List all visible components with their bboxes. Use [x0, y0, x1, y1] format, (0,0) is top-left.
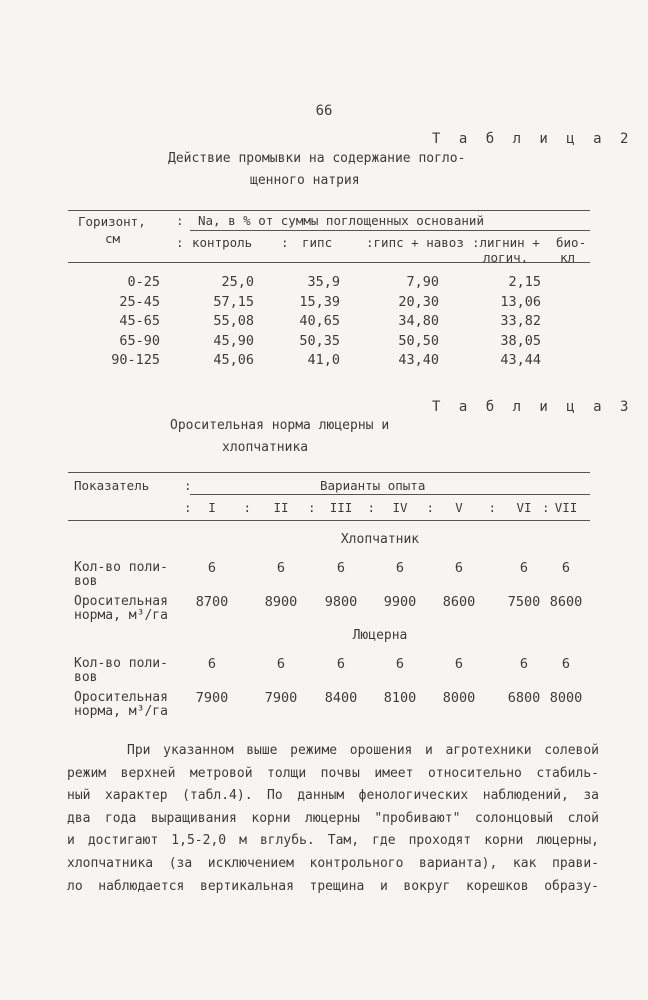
table3-cell-value: 6	[207, 656, 217, 672]
table3-variant-header: V	[455, 500, 463, 515]
paragraph-line: два года выращивания корни люцерны "пробивают" солонцовый слой	[67, 810, 599, 826]
table3-row-label: Кол-во поли-	[74, 560, 168, 575]
table3-cell-value: 6	[454, 560, 464, 576]
table2-header-bio-l2: кл	[560, 250, 576, 265]
table2-cell-value: 20,30	[398, 293, 439, 310]
table3-title-line1: Оросительная норма люцерны и	[170, 418, 390, 433]
table2-cell-value: 45,90	[213, 332, 254, 349]
table2-cell-value: 57,15	[213, 293, 254, 310]
table3-cell-value: 6	[207, 560, 217, 576]
paragraph-line: ный характер (табл.4). По данным фенологических наблюдений, за	[67, 788, 599, 804]
table3-variant-header: VII	[554, 500, 578, 515]
table2-header-lignin: :лигнин +	[472, 235, 540, 250]
table3-header-rule	[68, 520, 590, 521]
table3-cell-value: 7500	[507, 594, 541, 610]
table3-cell-value: 8000	[549, 690, 583, 706]
paragraph-line: и достигают 1,5-2,0 м вглубь. Там, где проходят корни люцерны,	[67, 833, 599, 849]
table3-row-label: Оросительная	[74, 594, 168, 609]
table2-header-gips: гипс	[302, 235, 333, 250]
paragraph-line: ло наблюдается вертикальная трещина и вокруг корешков образу-	[67, 878, 599, 894]
table3-cell-value: 6	[395, 656, 405, 672]
table3-cell-value: 7900	[264, 690, 298, 706]
table3-cell-value: 7900	[195, 690, 229, 706]
table3-column-separator: :	[426, 500, 435, 515]
table3-row-label: Оросительная	[74, 690, 168, 705]
table3-cell-value: 6	[336, 560, 346, 576]
table2-header-colon: :	[281, 235, 289, 250]
table2-cell-horizon: 0-25	[127, 274, 160, 290]
table3-header-variants: Варианты опыта	[320, 478, 426, 493]
table2-cell-value: 50,50	[398, 332, 439, 349]
table3-header-colon: :	[184, 478, 192, 493]
table3-variant-header: IV	[392, 500, 408, 515]
table3-cell-value: 8600	[442, 594, 476, 610]
table2-cell-value: 50,35	[299, 332, 340, 349]
table2-cell-horizon: 65-90	[119, 332, 160, 349]
table3-cell-value: 8700	[195, 594, 229, 610]
table2-title-line1: Действие промывки на содержание погло-	[168, 151, 466, 166]
table3-variant-header: VI	[516, 500, 532, 515]
table2-header-na: Na, в % от суммы поглощенных оснований	[198, 213, 484, 228]
paragraph-line: хлопчатника (за исключением контрольного варианта), как прави-	[67, 855, 599, 871]
table2-cell-value: 13,06	[500, 293, 541, 310]
table3-group-title: Люцерна	[352, 628, 408, 643]
table3-cell-value: 6	[336, 656, 346, 672]
table3-column-separator: :	[308, 500, 316, 515]
table3-row-label-line2: норма, м³/га	[74, 608, 168, 623]
table3-top-rule	[68, 472, 590, 473]
table2-cell-value: 45,06	[213, 352, 254, 368]
table3-cell-value: 8900	[264, 594, 298, 610]
table2-cell-horizon: 25-45	[119, 293, 160, 310]
table3-variant-header: II	[273, 500, 289, 515]
body-paragraph	[67, 740, 599, 898]
table3-cell-value: 8600	[549, 594, 583, 610]
table2-cell-value: 34,80	[398, 313, 439, 329]
table3-variant-header: I	[208, 500, 216, 515]
table3-cell-value: 6	[519, 560, 529, 576]
table3-cell-value: 8100	[383, 690, 417, 706]
table2-top-rule	[68, 210, 590, 211]
table2-cell-value: 33,82	[500, 313, 541, 329]
table3-cell-value: 9900	[383, 594, 417, 610]
table3-cell-value: 6	[276, 560, 286, 576]
table3-sub-rule	[190, 494, 590, 495]
table2-cell-value: 55,08	[213, 313, 254, 329]
table2-cell-value: 35,9	[307, 274, 340, 290]
table3-cell-value: 8000	[442, 690, 476, 706]
table2-header-bio: био-	[556, 235, 587, 250]
table2-header-horizon-unit: см	[105, 231, 121, 246]
table3-variant-header: III	[329, 500, 353, 515]
table3-row-label-line2: вов	[74, 670, 98, 685]
table2-cell-horizon: 90-125	[111, 352, 160, 368]
table2-cell-value: 43,40	[398, 352, 439, 368]
table2-cell-value: 7,90	[406, 274, 439, 290]
table3-header-indicator: Показатель	[74, 478, 150, 493]
paragraph-line: При указанном выше режиме орошения и агротехники солевой	[127, 743, 599, 758]
table3-column-separator: :	[367, 500, 376, 515]
page-number: 66	[315, 103, 333, 119]
table3-cell-value: 6	[561, 656, 571, 672]
table2-header-horizon: Горизонт,	[78, 214, 146, 229]
table3-cell-value: 6	[561, 560, 571, 576]
table3-cell-value: 6	[519, 656, 529, 672]
table2-sub-rule	[190, 230, 590, 231]
table2-cell-horizon: 45-65	[119, 313, 160, 329]
paragraph-line: режим верхней метровой толщи почвы имеет относительно стабиль-	[67, 765, 599, 781]
table3-title-line2: хлопчатника	[222, 440, 309, 455]
table3-row-label: Кол-во поли-	[74, 656, 168, 671]
table3-cell-value: 9800	[324, 594, 358, 610]
table2-header-gips-manure: :гипс + навоз	[366, 235, 464, 250]
table3-row-label-line2: вов	[74, 574, 98, 589]
table2-cell-value: 41,0	[307, 352, 340, 368]
table2-cell-value: 43,44	[500, 352, 541, 368]
table3-label: Т а б л и ц а 3	[432, 399, 634, 415]
table2-label: Т а б л и ц а 2	[432, 131, 634, 147]
table2-cell-value: 40,65	[299, 313, 340, 329]
table2-cell-value: 25,0	[221, 274, 254, 290]
table2-title-line2: щенного натрия	[250, 173, 360, 188]
table3-cell-value: 6	[276, 656, 286, 672]
table3-cell-value: 8400	[324, 690, 358, 706]
table3-column-separator: :	[243, 500, 252, 515]
table2-cell-value: 15,39	[299, 293, 340, 310]
table2-cell-value: 2,15	[508, 274, 541, 290]
table3-cell-value: 6	[395, 560, 405, 576]
table3-cell-value: 6	[454, 656, 464, 672]
table3-group-title: Хлопчатник	[340, 532, 420, 547]
table2-header-control: контроль	[192, 235, 253, 250]
table3-column-separator: :	[488, 500, 497, 515]
table2-cell-value: 38,05	[500, 332, 541, 349]
table3-cell-value: 6800	[507, 690, 541, 706]
table2-header-colon: :	[176, 235, 184, 250]
table3-row-label-line2: норма, м³/га	[74, 704, 168, 719]
table2-header-colon: :	[176, 213, 184, 228]
table3-column-separator: :	[542, 500, 550, 515]
table2-header-lignin-l2: логич.	[483, 250, 529, 265]
table3-header-colon: :	[184, 500, 192, 515]
